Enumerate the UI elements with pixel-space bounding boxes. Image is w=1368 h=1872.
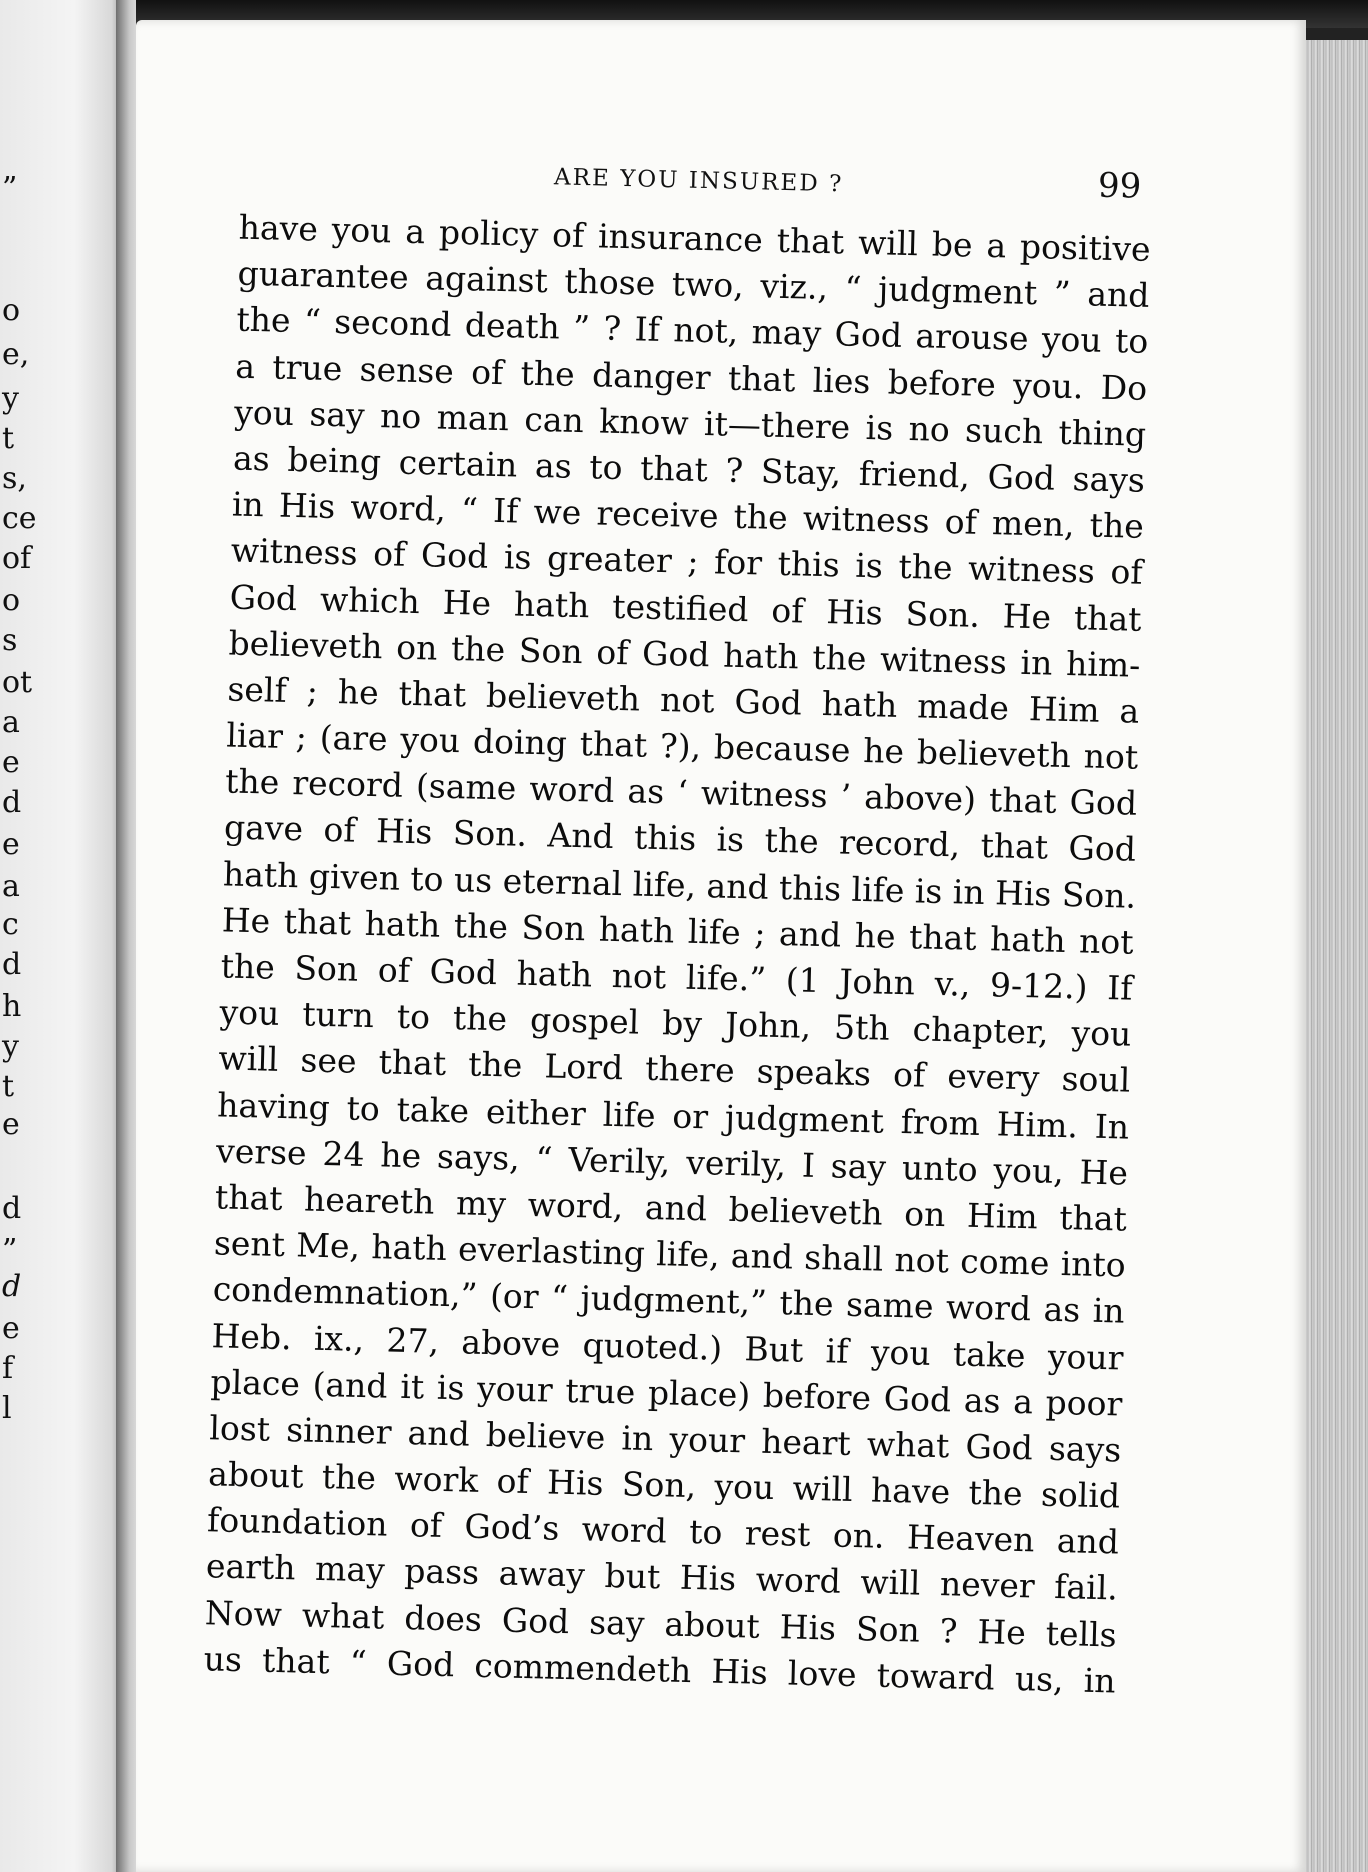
text-line: have you a policy of insurance that will be a positive: [238, 207, 1151, 269]
text-line: condemnation,” (or “ judgment,” the same word as in: [212, 1269, 1126, 1331]
left-fragment: y: [2, 1029, 19, 1064]
text-line: liar ; (are you doing that ?), because he believeth not: [225, 715, 1139, 777]
left-fragment: h: [2, 989, 22, 1024]
text-line: a true sense of the danger that lies before you. Do: [234, 346, 1148, 408]
left-fragment: f: [2, 1351, 14, 1386]
text-line: foundation of God’s word to rest on. Heaven and: [206, 1500, 1120, 1562]
left-fragment: t: [2, 421, 15, 456]
text-line: you say no man can know it—there is no such thing: [233, 392, 1147, 454]
left-fragment: ot: [2, 665, 33, 700]
left-fragment: ”: [2, 171, 18, 206]
text-line: Heb. ix., 27, above quoted.) But if you take your: [211, 1315, 1124, 1378]
left-fragment: d: [2, 785, 22, 820]
left-fragment: d: [2, 1191, 22, 1226]
left-fragment: t: [2, 1069, 15, 1104]
text-line: lost sinner and believe in your heart what God says: [208, 1408, 1122, 1470]
left-fragment: ”: [2, 1233, 18, 1268]
text-line: verse 24 he says, “ Verily, verily, I say unto you, He: [215, 1131, 1129, 1193]
text-line: hath given to us eternal life, and this life is in His Son.: [222, 854, 1137, 916]
text-line: guarantee against those two, viz., “ judgment ” and: [237, 253, 1150, 316]
left-fragment: c: [2, 907, 19, 942]
body-text: [203, 205, 1151, 1705]
text-line: sent Me, hath everlasting life, and shall not come into: [213, 1223, 1127, 1285]
left-fragment: a: [2, 869, 20, 904]
left-fragment: e,: [2, 337, 30, 372]
text-line: self ; he that believeth not God hath made Him a: [227, 669, 1140, 731]
left-fragment: ce: [2, 501, 37, 536]
text-line: having to take either life or judgment from Him. In: [216, 1084, 1130, 1147]
text-line: God which He hath testified of His Son. He that: [229, 577, 1142, 639]
left-fragment: s: [2, 623, 18, 658]
text-line: about the work of His Son, you will have the solid: [207, 1454, 1121, 1516]
text-line: believeth on the Son of God hath the witness in him-: [228, 623, 1141, 685]
left-fragment: o: [2, 583, 21, 618]
left-fragment: y: [2, 381, 19, 416]
text-line: the Son of God hath not life.” (1 John v., 9-12.) If: [220, 946, 1133, 1008]
page-number: 99: [1097, 165, 1142, 207]
left-fragment: l: [2, 1391, 12, 1426]
text-line: place (and it is your true place) before God as a poor: [210, 1361, 1123, 1424]
left-page-text-fragments: [0, 0, 124, 1872]
text-line: you turn to the gospel by John, 5th chapter, you: [219, 992, 1132, 1054]
text-line: that heareth my word, and believeth on Him that: [214, 1177, 1128, 1239]
text-line: the record (same word as ‘ witness ’ above) that God: [224, 761, 1138, 823]
text-line: witness of God is greater ; for this is the witness of: [230, 530, 1144, 593]
left-fragment: d: [2, 947, 22, 982]
left-fragment: d: [2, 1269, 22, 1304]
left-fragment: e: [2, 1107, 20, 1142]
text-line: the “ second death ” ? If not, may God arouse you to: [236, 299, 1149, 362]
text-line: gave of His Son. And this is the record, that God: [223, 807, 1137, 870]
text-line: He that hath the Son hath life ; and he that hath not: [221, 900, 1135, 962]
book-page: [136, 20, 1306, 1872]
text-line: as being certain as to that ? Stay, friend, God says: [232, 438, 1146, 500]
running-head: ARE YOU INSURED ?: [553, 164, 844, 198]
left-fragment: e: [2, 827, 20, 862]
page-content: [113, 7, 1328, 1872]
left-fragment: a: [2, 705, 20, 740]
left-fragment: of: [2, 541, 32, 576]
left-fragment: o: [2, 293, 21, 328]
text-line: in His word, “ If we receive the witness of men, the: [231, 484, 1145, 546]
text-line: earth may pass away but His word will never fail.: [205, 1546, 1119, 1608]
text-line: us that “ God commendeth His love toward us, in: [203, 1639, 1117, 1701]
text-line: Now what does God say about His Son ? He tells: [204, 1592, 1118, 1655]
left-fragment: e: [2, 745, 20, 780]
text-line: will see that the Lord there speaks of every soul: [218, 1038, 1131, 1101]
left-fragment: s,: [2, 461, 27, 496]
left-fragment: e: [2, 1311, 20, 1346]
